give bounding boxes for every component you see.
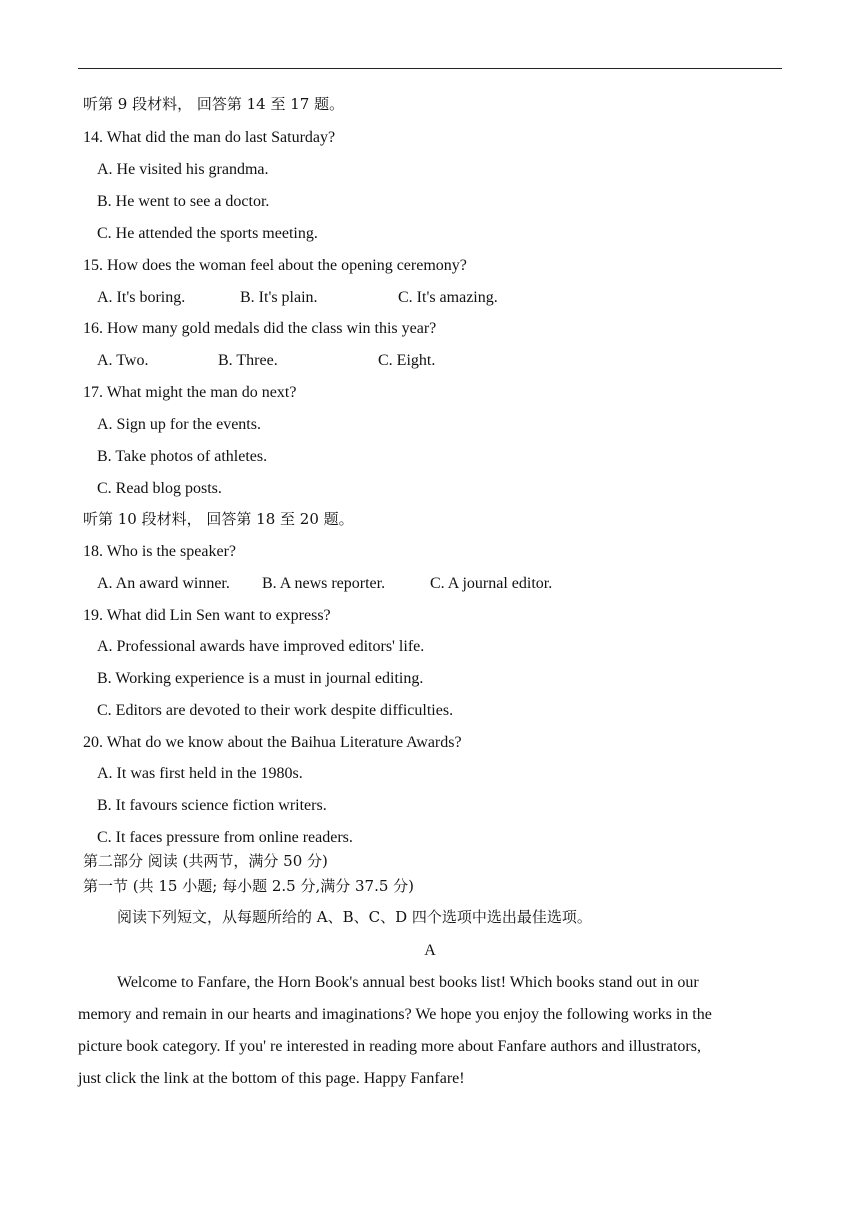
- question-14-option-c: C. He attended the sports meeting.: [97, 225, 318, 242]
- question-16-option-a: A. Two.: [97, 352, 149, 369]
- question-20-option-a: A. It was first held in the 1980s.: [97, 765, 303, 782]
- question-18-option-a: A. An award winner.: [97, 575, 230, 592]
- question-17-option-a: A. Sign up for the events.: [97, 416, 261, 433]
- question-18-stem: 18. Who is the speaker?: [83, 543, 236, 560]
- reading-instruction: 阅读下列短文，从每题所给的 A、B、C、D 四个选项中选出最佳选项。: [117, 908, 592, 926]
- question-19-option-b: B. Working experience is a must in journal editing.: [97, 670, 424, 687]
- question-19-option-c: C. Editors are devoted to their work despite difficulties.: [97, 702, 454, 719]
- question-20-option-c: C. It faces pressure from online readers.: [97, 829, 353, 846]
- part-2-section-1-title: 第一节 (共 15 小题; 每小题 2.5 分,满分 37.5 分): [83, 877, 415, 895]
- question-14-stem: 14. What did the man do last Saturday?: [83, 129, 336, 146]
- question-15-option-b: B. It's plain.: [240, 289, 318, 306]
- passage-line: memory and remain in our hearts and imaginations? We hope you enjoy the following works in the: [78, 1006, 712, 1023]
- question-18-option-c: C. A journal editor.: [430, 575, 553, 592]
- part-2-title: 第二部分 阅读 (共两节，满分 50 分): [83, 852, 328, 870]
- passage-line: Welcome to Fanfare, the Horn Book's annual best books list! Which books stand out in our: [117, 974, 699, 991]
- question-17-stem: 17. What might the man do next?: [83, 384, 297, 401]
- section-9-instruction: 听第 9 段材料， 回答第 14 至 17 题。: [83, 95, 345, 113]
- question-17-option-b: B. Take photos of athletes.: [97, 448, 268, 465]
- section-10-instruction: 听第 10 段材料， 回答第 18 至 20 题。: [83, 510, 354, 528]
- header-rule: [78, 68, 782, 69]
- question-19-option-a: A. Professional awards have improved editors' life.: [97, 638, 425, 655]
- question-15-option-a: A. It's boring.: [97, 289, 186, 306]
- passage-line: picture book category. If you' re interested in reading more about Fanfare authors and illustrators,: [78, 1038, 701, 1055]
- question-16-option-c: C. Eight.: [378, 352, 436, 369]
- question-16-option-b: B. Three.: [218, 352, 278, 369]
- question-19-stem: 19. What did Lin Sen want to express?: [83, 607, 331, 624]
- question-14-option-b: B. He went to see a doctor.: [97, 193, 270, 210]
- question-20-option-b: B. It favours science fiction writers.: [97, 797, 327, 814]
- question-18-option-b: B. A news reporter.: [262, 575, 386, 592]
- question-16-stem: 16. How many gold medals did the class win this year?: [83, 320, 437, 337]
- question-15-stem: 15. How does the woman feel about the opening ceremony?: [83, 257, 467, 274]
- question-14-option-a: A. He visited his grandma.: [97, 161, 269, 178]
- passage-line: just click the link at the bottom of this page. Happy Fanfare!: [78, 1070, 465, 1087]
- question-17-option-c: C. Read blog posts.: [97, 480, 222, 497]
- question-15-option-c: C. It's amazing.: [398, 289, 498, 306]
- question-20-stem: 20. What do we know about the Baihua Literature Awards?: [83, 734, 462, 751]
- passage-label: A: [424, 942, 436, 959]
